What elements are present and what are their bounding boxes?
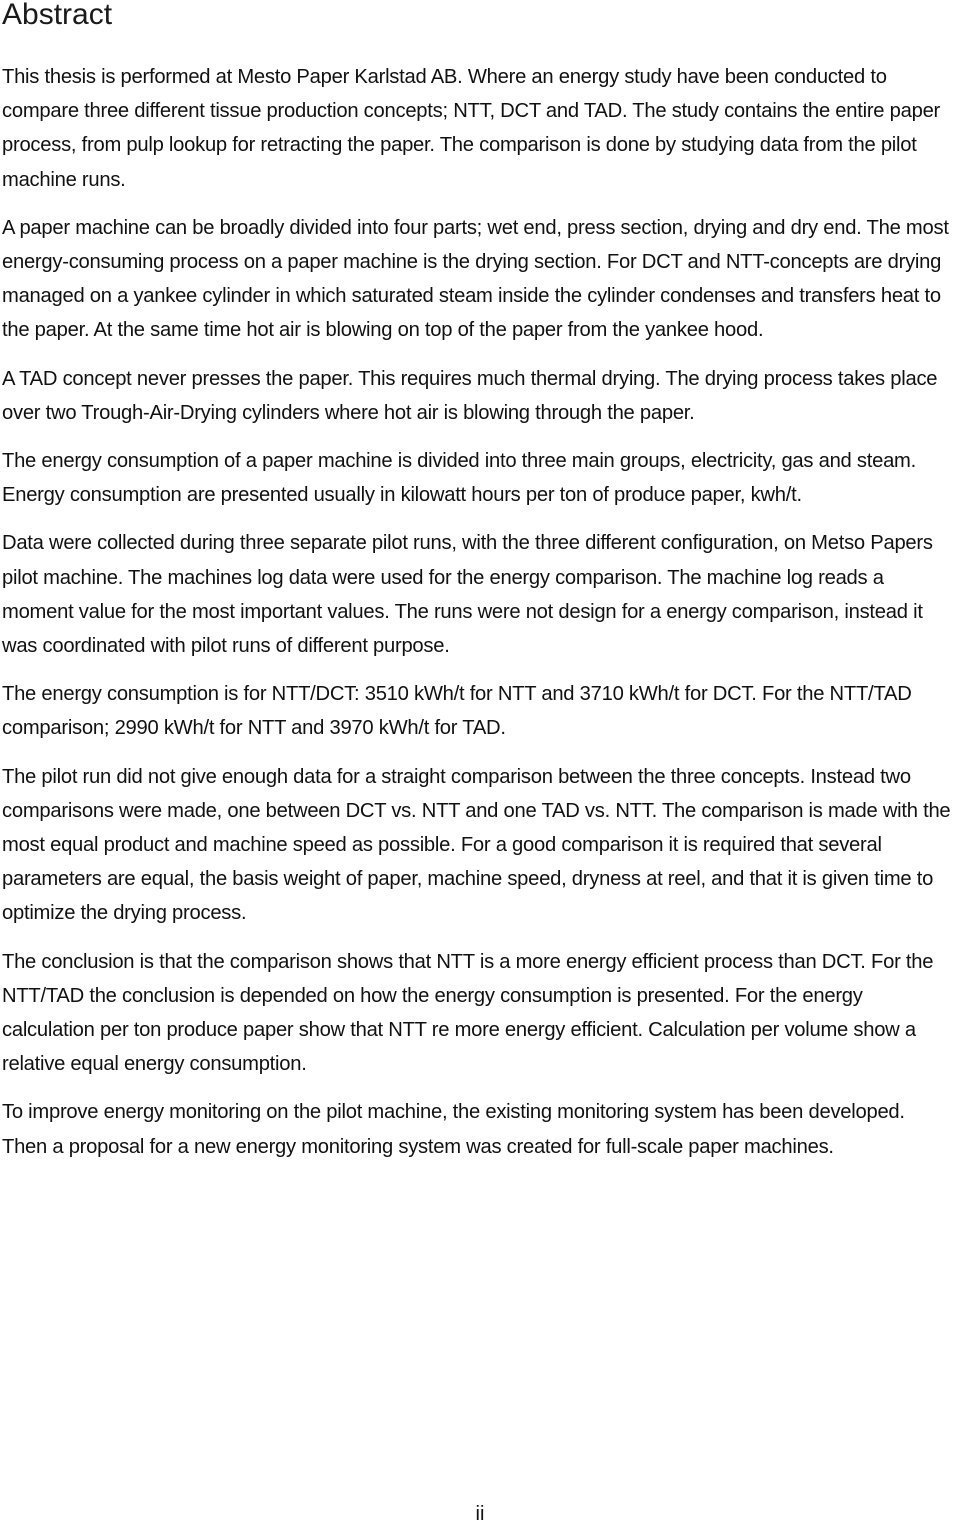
paragraph: Data were collected during three separate pilot runs, with the three different configuration, on Metso Papers pilot machine. The machines log data were used for the energy comparison. The machine log reads a moment value for the most important values. The runs were not design for a energy comparison, instead it was coordinated with pilot runs of different purpose. — [2, 532, 933, 658]
paragraph: A TAD concept never presses the paper. This requires much thermal drying. The drying process takes place over two Trough-Air-Drying cylinders where hot air is blowing through the paper. — [2, 367, 938, 424]
paragraph: The energy consumption of a paper machine is divided into three main groups, electricity, gas and steam. Energy consumption are presented usually in kilowatt hours per ton of produce paper, kwh/t. — [2, 450, 916, 507]
section-heading: Abstract — [2, 0, 113, 31]
abstract-body — [2, 60, 954, 1178]
page-number: ii — [475, 1503, 485, 1525]
paragraph: The conclusion is that the comparison shows that NTT is a more energy efficient process than DCT. For the NTT/TAD the conclusion is depended on how the energy consumption is presented. For the energy calculation per ton produce paper show that NTT re more energy efficient. Calculation per volume show a relative equal energy consumption. — [2, 950, 934, 1076]
paragraph: The energy consumption is for NTT/DCT: 3510 kWh/t for NTT and 3710 kWh/t for DCT. For the NTT/TAD comparison; 2990 kWh/t for NTT and 3970 kWh/t for TAD. — [2, 683, 912, 740]
paragraph: This thesis is performed at Mesto Paper Karlstad AB. Where an energy study have been conducted to compare three different tissue production concepts; NTT, DCT and TAD. The study contains the entire paper process, from pulp lookup for retracting the paper. The comparison is done by studying data from the pilot machine runs. — [2, 66, 941, 191]
paragraph: To improve energy monitoring on the pilot machine, the existing monitoring system has been developed. Then a proposal for a new energy monitoring system was created for full-scale paper machines. — [2, 1101, 905, 1158]
paragraph: A paper machine can be broadly divided into four parts; wet end, press section, drying and dry end. The most energy-consuming process on a paper machine is the drying section. For DCT and NTT-concepts are drying managed on a yankee cylinder in which saturated steam inside the cylinder condenses and transfers heat to the paper. At the same time hot air is blowing on top of the paper from the yankee hood. — [2, 216, 949, 342]
paragraph: The pilot run did not give enough data for a straight comparison between the three concepts. Instead two comparisons were made, one between DCT vs. NTT and one TAD vs. NTT. The comparison is made with the most equal product and machine speed as possible. For a good comparison it is required that several parameters are equal, the basis weight of paper, machine speed, dryness at reel, and that it is given time to optimize the drying process. — [2, 765, 951, 925]
